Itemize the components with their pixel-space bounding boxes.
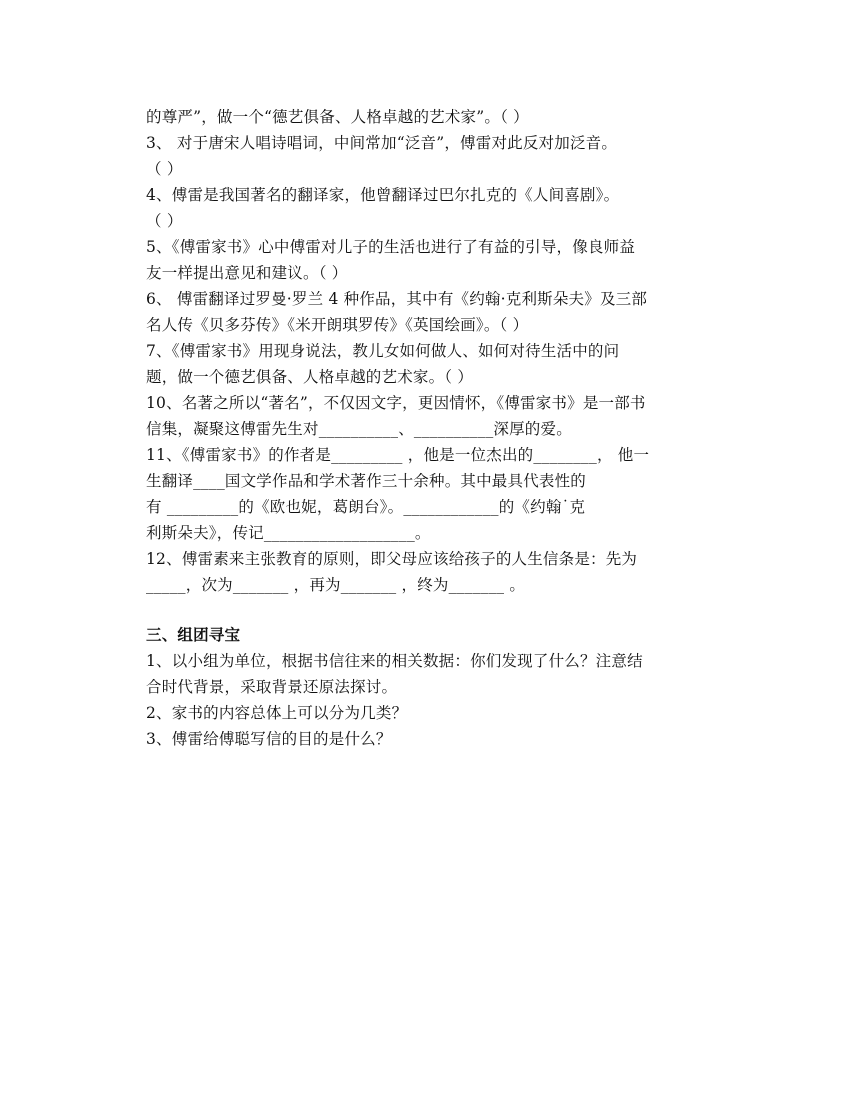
text-line: 信集，凝聚这傅雷先生对__________、__________深厚的爱。 [146, 420, 572, 438]
text-line: 名人传《贝多芬传》《米开朗琪罗传》《英国绘画》。（ ） [146, 316, 529, 334]
document-page [146, 104, 718, 752]
text-line: 5、《傅雷家书》心中傅雷对儿子的生活也进行了有益的引导，像良师益 [146, 238, 636, 256]
text-line: 生翻译____国文学作品和学术著作三十余种。其中最具代表性的 [146, 472, 587, 490]
text-line: 的尊严”，做一个“德艺俱备、人格卓越的艺术家”。（ ） [146, 108, 529, 126]
text-line: 有 _________的《欧也妮，葛朗台》。____________的《约翰˙克 [146, 498, 586, 516]
text-line: 友一样提出意见和建议。（ ） [146, 264, 348, 282]
section-gap [146, 598, 718, 622]
text-line: （ ） [146, 160, 183, 178]
text-line: 6、 傅雷翻译过罗曼·罗兰 4 种作品，其中有《约翰·克利斯朵夫》及三部 [146, 290, 648, 308]
text-line: 11、《傅雷家书》的作者是_________ ，他是一位杰出的________， 他一 [146, 446, 650, 464]
question-line: 1、以小组为单位，根据书信往来的相关数据：你们发现了什么？注意结 [146, 652, 643, 670]
section-heading: 三、组团寻宝 [146, 626, 241, 644]
text-line: （ ） [146, 212, 183, 230]
question-line: 2、家书的内容总体上可以分为几类？ [146, 704, 408, 722]
text-line: 10、名著之所以“著名”，不仅因文字，更因情怀，《傅雷家书》是一部书 [146, 394, 646, 412]
text-line: 12、傅雷素来主张教育的原则，即父母应该给孩子的人生信条是：先为 [146, 550, 638, 568]
text-line: _____，次为_______ ，再为_______ ，终为_______ 。 [146, 576, 526, 594]
question-line: 3、傅雷给傅聪写信的目的是什么？ [146, 730, 392, 748]
text-line: 7、《傅雷家书》用现身说法，教儿女如何做人、如何对待生活中的问 [146, 342, 620, 360]
text-line: 题，做一个德艺俱备、人格卓越的艺术家。（ ） [146, 368, 474, 386]
text-line: 4、傅雷是我国著名的翻译家，他曾翻译过巴尔扎克的《人间喜剧》。 [146, 186, 620, 204]
question-line: 合时代背景，采取背景还原法探讨。 [146, 678, 398, 696]
text-line: 利斯朵夫》，传记___________________。 [146, 524, 431, 542]
text-line: 3、 对于唐宋人唱诗唱词，中间常加“泛音”，傅雷对此反对加泛音。 [146, 134, 618, 152]
